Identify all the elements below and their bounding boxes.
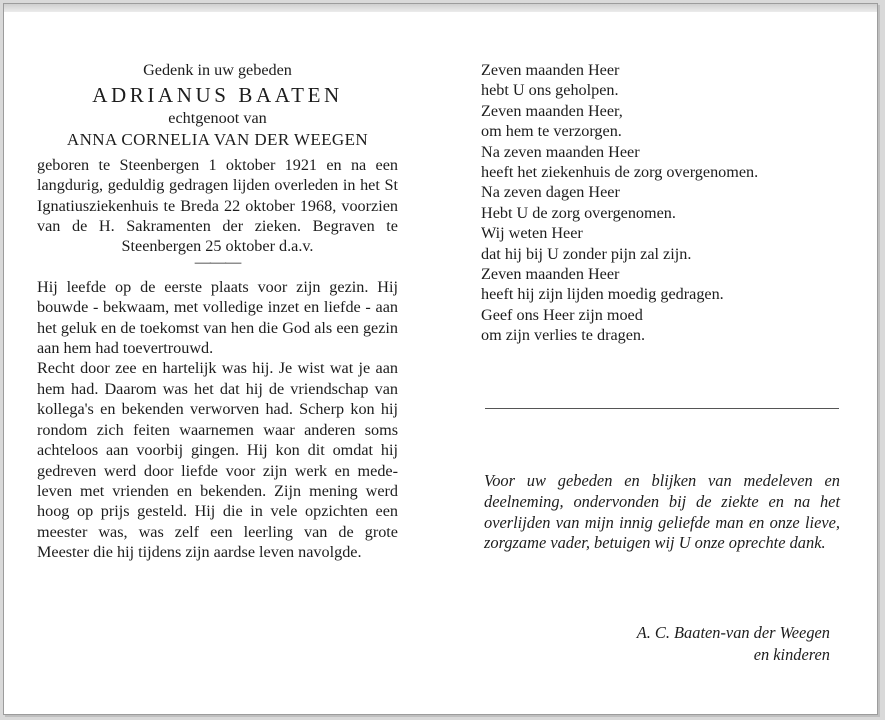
poem-line: hebt U ons geholpen. (481, 81, 619, 100)
intro-line: Gedenk in uw gebeden (143, 61, 292, 79)
poem-line: Wij weten Heer (481, 224, 583, 243)
memorial-card (3, 3, 878, 715)
tribute-paragraph-1: Hij leefde op de eerste plaats voor zijn gezin. Hij bouwde - bekwaam, met volledige inzet en liefde - aan het geluk en de toekomst van hen die God als een gezin aan hem had toevertrouwd. (37, 277, 398, 358)
poem-line: heeft het ziekenhuis de zorg overgenomen. (481, 163, 759, 182)
scan-top-edge (4, 4, 877, 12)
biography: geboren te Steenbergen 1 oktober 1921 en na een langdurig, geduldig gedragen lijden overleden in het St Ignatiusziekenhuis te Breda 22 oktober 1968, voorzien van de H. Sakramenten der zieken. Begraven te Steenbergen 25 oktober d.a.v. (37, 155, 398, 256)
poem-line: Zeven maanden Heer, (481, 101, 623, 120)
poem-line: om hem te verzorgen. (481, 122, 622, 141)
relation-line: echtgenoot van (168, 109, 267, 128)
spouse-name: ANNA CORNELIA VAN DER WEEGEN (66, 129, 369, 149)
poem-line: Na zeven maanden Heer (481, 142, 640, 161)
signature (470, 622, 830, 666)
poem-line: Hebt U de zorg overgenomen. (481, 203, 676, 222)
poem-line: om zijn verlies te dragen. (481, 326, 646, 345)
deceased-name: ADRIANUS BAATEN (92, 83, 343, 108)
poem-line: Na zeven dagen Heer (481, 183, 620, 202)
poem-line: dat hij bij U zonder pijn zal zijn. (481, 244, 692, 263)
left-column (37, 60, 398, 563)
tribute-paragraph-2: Recht door zee en hartelijk was hij. Je wist wat je aan hem had. Daarom was het dat hij de vriendschap van kollega's en bekenden verworven had. Scherp kon hij rondom zich feiten waarnemen waar anderen soms achteloos aan voorbij gingen. Hij kon dit omdat hij gedreven werd door liefde voor zijn werk en mede-leven met vrienden en bekenden. Zijn mening werd hoog op prijs gesteld. Hij die in vele opzichten een meester was, was zelf een leerling van de grote Meester die hij tijdens zijn aardse leven navolgde. (37, 359, 398, 562)
poem (481, 60, 841, 346)
poem-line: Geef ons Heer zijn moed (481, 305, 643, 324)
poem-line: heeft hij zijn lijden moedig gedragen. (481, 285, 724, 304)
divider-line (485, 408, 839, 409)
poem-line: Zeven maanden Heer (481, 61, 620, 79)
signature-name: A. C. Baaten-van der Weegen (636, 623, 830, 642)
separator: ——— (194, 252, 241, 271)
thanks-text: Voor uw gebeden en blijken van medeleven en deelneming, ondervonden bij de ziekte en na het overlijden van mijn innig geliefde man en onze lieve, zorgzame vader, betuigen wij U onze oprechte dank. (484, 471, 840, 553)
signature-children: en kinderen (753, 645, 830, 664)
poem-line: Zeven maanden Heer (481, 265, 620, 284)
